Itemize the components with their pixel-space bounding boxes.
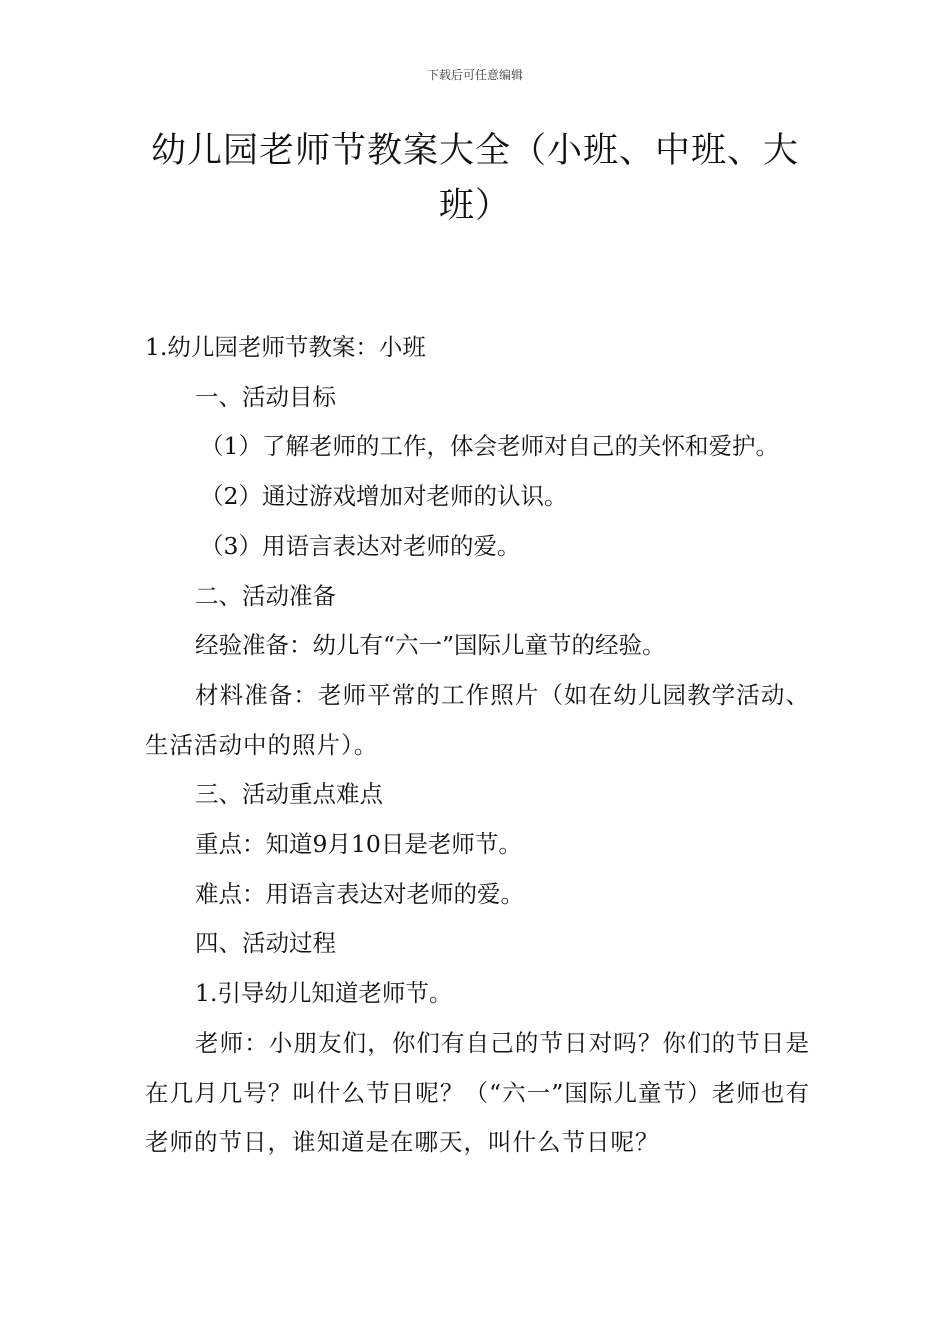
key-point: 重点：知道9月10日是老师节。 bbox=[195, 830, 522, 859]
prep-heading: 二、活动准备 bbox=[195, 581, 336, 610]
process-step-1: 1.引导幼儿知道老师节。 bbox=[195, 979, 453, 1008]
prep-material: 材料准备：老师平常的工作照片（如在幼儿园教学活动、生活活动中的照片）。 bbox=[145, 680, 810, 759]
process-heading: 四、活动过程 bbox=[195, 929, 336, 958]
header-note: 下载后可任意编辑 bbox=[426, 68, 523, 82]
document-body bbox=[145, 323, 810, 1168]
key-heading: 三、活动重点难点 bbox=[195, 780, 383, 809]
document-title: 幼儿园老师节教案大全（小班、中班、大班） bbox=[150, 131, 799, 226]
goal-item-2: （2）通过游戏增加对老师的认识。 bbox=[200, 482, 568, 511]
goal-item-3: （3）用语言表达对老师的爱。 bbox=[200, 531, 521, 560]
goal-item-1: （1）了解老师的工作，体会老师对自己的关怀和爱护。 bbox=[200, 432, 779, 461]
difficulty: 难点：用语言表达对老师的爱。 bbox=[195, 879, 524, 908]
prep-experience: 经验准备：幼儿有“六一”国际儿童节的经验。 bbox=[195, 631, 666, 660]
goals-heading: 一、活动目标 bbox=[195, 382, 336, 411]
teacher-speech: 老师：小朋友们，你们有自己的节日对吗？你们的节日是在几月几号？叫什么节日呢？（“六一”国际儿童节）老师也有老师的节日，谁知道是在哪天，叫什么节日呢？ bbox=[145, 1028, 810, 1157]
section-heading: 1.幼儿园老师节教案：小班 bbox=[145, 333, 426, 361]
